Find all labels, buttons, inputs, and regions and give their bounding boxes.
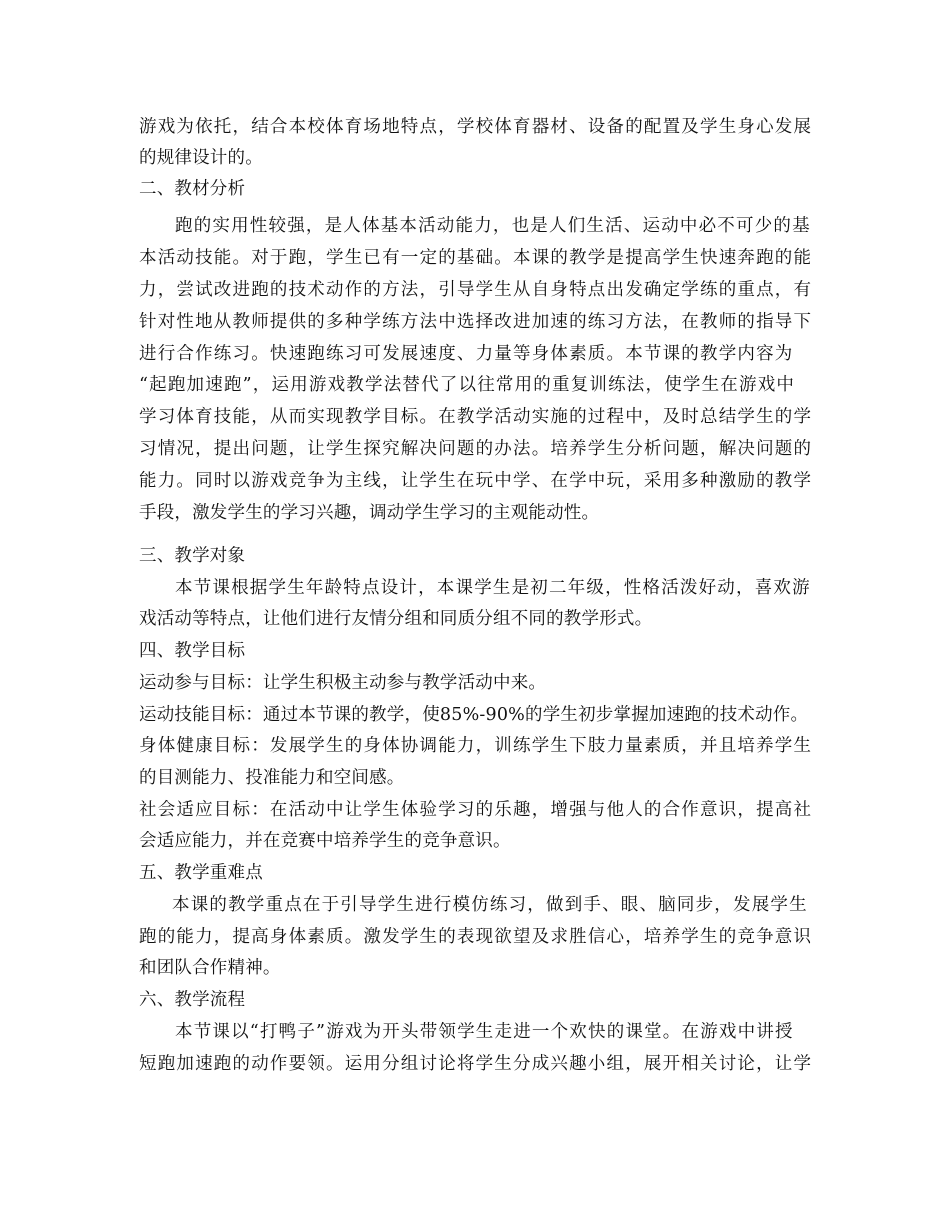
paragraph-line: 针对性地从教师提供的多种学练方法中选择改进加速的练习方法，在教师的指导下: [139, 312, 813, 332]
goal-participation: 运动参与目标：让学生积极主动参与教学活动中来。: [139, 673, 547, 693]
section-heading-teaching-goals: 四、教学目标: [139, 641, 246, 661]
paragraph-line: “起跑加速跑”，运用游戏教学法替代了以往常用的重复训练法，使学生在游戏中: [139, 375, 796, 395]
paragraph-line: 本活动技能。对于跑，学生已有一定的基础。本课的教学是提高学生快速奔跑的能: [139, 248, 813, 268]
goal-social-adaptation: 社会适应目标：在活动中让学生体验学习的乐趣，增强与他人的合作意识，提高社: [139, 800, 813, 820]
section-heading-teaching-target: 三、教学对象: [139, 546, 246, 566]
paragraph-line: 学习体育技能，从而实现教学目标。在教学活动实施的过程中，及时总结学生的学: [139, 407, 813, 427]
paragraph-line: 短跑加速跑的动作要领。运用分组讨论将学生分成兴趣小组，展开相关讨论，让学: [139, 1054, 813, 1074]
section-heading-teaching-process: 六、教学流程: [139, 990, 246, 1010]
paragraph-line: 本节课以“打鸭子”游戏为开头带领学生走进一个欢快的课堂。在游戏中讲授: [175, 1022, 794, 1042]
goal-skills: 运动技能目标：通过本节课的教学，使85%-90%的学生初步掌握加速跑的技术动作。: [139, 705, 809, 725]
section-heading-textbook-analysis: 二、教材分析: [139, 179, 246, 199]
paragraph-line: 力，尝试改进跑的技术动作的方法，引导学生从自身特点出发确定学练的重点，有: [139, 280, 813, 300]
paragraph-line: 本课的教学重点在于引导学生进行模仿练习，做到手、眼、脑同步，发展学生: [172, 895, 808, 915]
paragraph-line: 跑的实用性较强，是人体基本活动能力，也是人们生活、运动中必不可少的基: [175, 216, 811, 236]
paragraph-line: 习情况，提出问题，让学生探究解决问题的办法。培养学生分析问题，解决问题的: [139, 439, 813, 459]
paragraph-line: 的目测能力、投准能力和空间感。: [139, 768, 405, 788]
goal-health: 身体健康目标：发展学生的身体协调能力，训练学生下肢力量素质，并且培养学生: [139, 736, 813, 756]
paragraph-line: 和团队合作精神。: [139, 958, 281, 978]
paragraph-line: 跑的能力，提高身体素质。激发学生的表现欲望及求胜信心，培养学生的竞争意识: [139, 927, 813, 947]
paragraph-line: 游戏为依托，结合本校体育场地特点，学校体育器材、设备的配置及学生身心发展: [139, 117, 813, 137]
paragraph-line: 能力。同时以游戏竞争为主线，让学生在玩中学、在学中玩，采用多种激励的教学: [139, 471, 813, 491]
paragraph-line: 手段，激发学生的学习兴趣，调动学生学习的主观能动性。: [139, 503, 600, 523]
paragraph-line: 进行合作练习。快速跑练习可发展速度、力量等身体素质。本节课的教学内容为: [139, 344, 794, 364]
paragraph-line: 本节课根据学生年龄特点设计，本课学生是初二年级，性格活泼好动，喜欢游: [175, 578, 811, 598]
paragraph-line: 的规律设计的。: [139, 148, 263, 168]
section-heading-key-points: 五、教学重难点: [139, 863, 263, 883]
paragraph-line: 会适应能力，并在竞赛中培养学生的竞争意识。: [139, 831, 511, 851]
paragraph-line: 戏活动等特点，让他们进行友情分组和同质分组不同的教学形式。: [139, 609, 653, 629]
